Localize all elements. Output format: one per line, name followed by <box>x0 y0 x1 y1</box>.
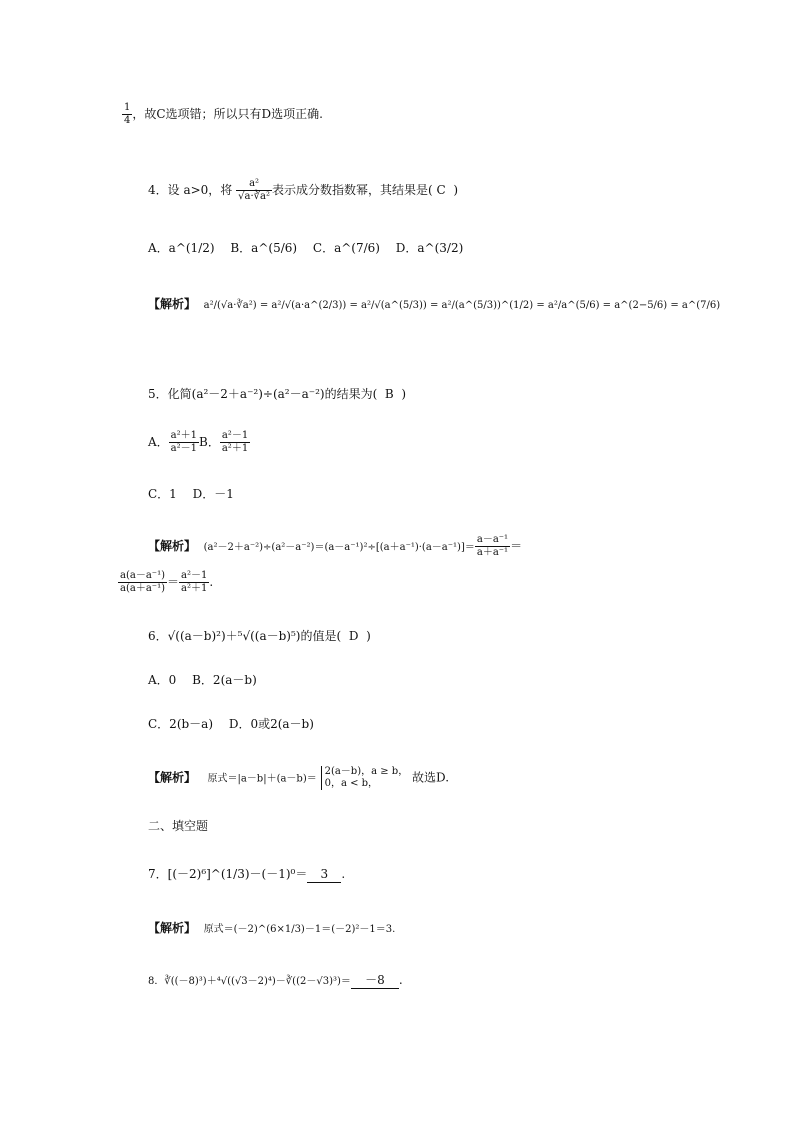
q6-conclusion: 故选D. <box>412 770 450 785</box>
q4-analysis <box>148 296 720 314</box>
period: . <box>209 575 214 589</box>
q8-stem-text: 8．∛((－8)³)＋⁴√((√3－2)⁴)－∛((2－√3)³)＝ <box>148 976 351 987</box>
q5-options-ab <box>148 430 250 455</box>
q5-optA-fraction <box>169 430 199 455</box>
q5-analysis-frac1 <box>475 534 510 559</box>
question-8 <box>148 972 403 990</box>
q6-analysis-text: 原式＝|a－b|＋(a－b)＝ <box>207 773 317 785</box>
q4-frac-den: √a·∛a² <box>238 191 270 202</box>
q5-analysis-frac3 <box>179 570 209 595</box>
fraction-denominator: 4 <box>124 115 131 126</box>
q6-stem-text: 6．√((a－b)²)＋⁵√((a－b)⁵)的值是( <box>148 629 342 643</box>
period: . <box>341 867 346 881</box>
frac-num: a(a－a⁻¹) <box>120 570 165 581</box>
q6-analysis <box>148 766 449 790</box>
q6-close: ) <box>366 629 371 643</box>
q5-optB-fraction <box>220 430 250 455</box>
question-4-stem <box>148 178 458 203</box>
q4-close: ) <box>453 183 459 197</box>
q5-analysis-line2 <box>118 570 213 595</box>
q4-tail: 表示成分数指数幂，其结果是( <box>271 183 433 197</box>
frac-den: a＋a⁻¹ <box>476 547 509 558</box>
analysis-label: 【解析】 <box>148 770 197 785</box>
q6-answer: D <box>348 629 359 643</box>
q4-fraction <box>236 178 272 203</box>
q5-stem-text: 5．化简(a²－2＋a⁻²)÷(a²－a⁻²)的结果为( <box>148 387 378 401</box>
q4-frac-num: a² <box>249 178 260 189</box>
q4-options: A．a^(1/2) B．a^(5/6) C．a^(7/6) D．a^(3/2) <box>148 241 464 255</box>
q5-optB-num: a²－1 <box>221 430 249 441</box>
q5-close: ) <box>401 387 407 401</box>
q7-analysis <box>148 920 395 938</box>
piecewise-cases <box>321 766 409 790</box>
q5-analysis-line1 <box>148 534 522 559</box>
q5-analysis-text: (a²－2＋a⁻²)÷(a²－a⁻²)＝(a－a⁻¹)²÷[(a＋a⁻¹)·(a－a⁻¹)]＝ <box>203 542 475 553</box>
analysis-label: 【解析】 <box>148 539 197 553</box>
frac-num: a²－1 <box>181 570 208 581</box>
analysis-label: 【解析】 <box>148 297 197 311</box>
section-title: 二、填空题 <box>148 819 209 833</box>
frac-den: a(a＋a⁻¹) <box>120 583 165 594</box>
q7-answer-blank: 3 <box>307 866 341 883</box>
q5-optB-den: a²＋1 <box>221 443 249 454</box>
case-1: 2(a－b)，a ≥ b， <box>324 766 409 777</box>
question-7 <box>148 866 345 883</box>
equals: ＝ <box>166 575 179 589</box>
fraction-numerator: 1 <box>124 102 131 113</box>
question-6-stem <box>148 628 371 644</box>
continuation-text: ，故C选项错；所以只有D选项正确. <box>132 107 323 121</box>
q7-stem-text: 7．[(－2)⁶]^(1/3)－(－1)⁰＝ <box>148 867 308 881</box>
period: . <box>398 973 403 987</box>
q4-stem-text: 4．设 a>0，将 <box>148 183 233 197</box>
frac-num: a－a⁻¹ <box>476 534 509 545</box>
question-5-stem <box>148 386 406 402</box>
q6-options-ab: A．0 B．2(a－b) <box>148 673 257 687</box>
analysis-text: a²/(√a·∛a²) = a²/√(a·a^(2/3)) = a²/√(a^(5/3)) = a²/(a^(5/3))^(1/2) = a²/a^(5/6) = a^(2−5/6) = a^(7/6) <box>203 300 721 311</box>
q5-answer: B <box>384 387 394 401</box>
q5-optA-label: A． <box>148 435 169 449</box>
fraction <box>122 102 132 127</box>
q5-analysis-frac2 <box>118 570 167 595</box>
q5-options-cd: C．1 D．－1 <box>148 487 234 501</box>
equals: ＝ <box>510 539 523 553</box>
q6-options-cd: C．2(b－a) D．0或2(a－b) <box>148 717 314 731</box>
q4-answer: C <box>436 183 446 197</box>
analysis-label: 【解析】 <box>148 921 197 935</box>
q7-analysis-text: 原式＝(－2)^(6×1/3)－1＝(－2)²－1＝3. <box>203 924 396 935</box>
continuation-line <box>122 102 323 127</box>
q5-optA-den: a²－1 <box>170 443 198 454</box>
q5-optA-num: a²＋1 <box>170 430 198 441</box>
frac-den: a²＋1 <box>181 583 208 594</box>
q5-optB-label: B． <box>199 435 220 449</box>
q8-answer-blank: －8 <box>351 972 399 989</box>
case-2: 0，a < b， <box>324 778 379 789</box>
